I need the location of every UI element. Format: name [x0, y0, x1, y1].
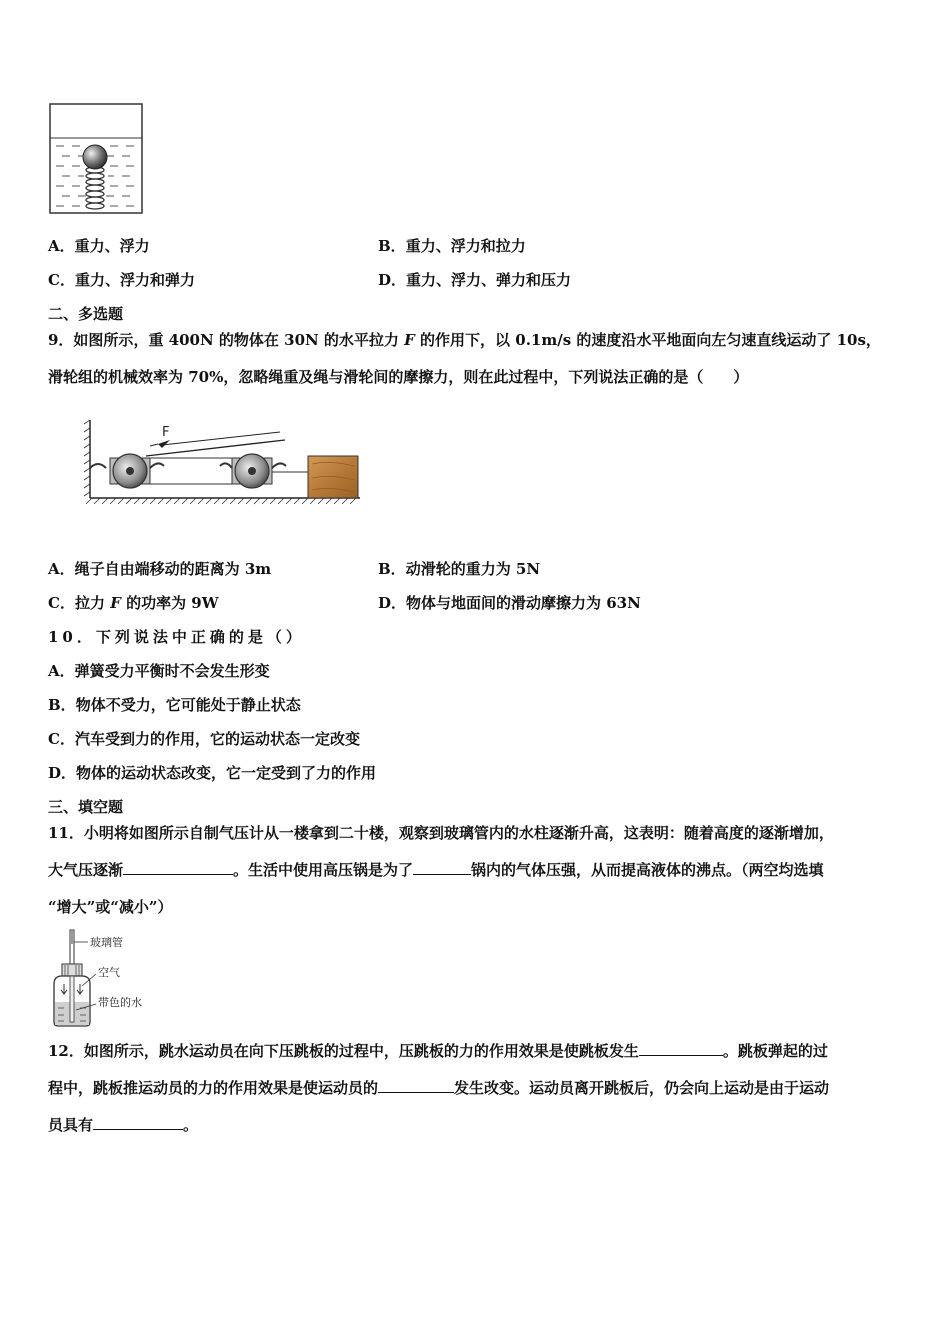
section-title-fill-in-blank: 三、填空题: [48, 798, 124, 816]
q12-blank-2[interactable]: [378, 1078, 454, 1093]
q8-option-b: B．重力、浮力和拉力: [378, 237, 526, 255]
q9-option-b: B．动滑轮的重力为 5N: [378, 560, 541, 578]
ball-on-spring-in-water-figure: [48, 102, 144, 216]
q9-option-a: A．绳子自由端移动的距离为 3m: [48, 560, 272, 578]
force-label-f: F: [162, 425, 170, 440]
barometer-figure: [44, 928, 164, 1028]
q11-stem-line1: 11．小明将如图所示自制气压计从一楼拿到二十楼，观察到玻璃管内的水柱逐渐升高，这表明：随着高度的逐渐增加，: [48, 824, 834, 842]
q10-option-b: B．物体不受力，它可能处于静止状态: [48, 696, 301, 714]
q8-option-a: A．重力、浮力: [48, 237, 150, 255]
q9-option-d: D．物体与地面间的滑动摩擦力为 63N: [378, 594, 641, 612]
label-glass-tube: 玻璃管: [90, 936, 123, 949]
q12-stem-line2: 程中，跳板推运动员的力的作用效果是使运动员的 发生改变。运动员离开跳板后，仍会向上运动是由于运动: [48, 1079, 830, 1097]
q8-option-d: D．重力、浮力、弹力和压力: [378, 271, 572, 289]
q9-stem-line1: 9．如图所示，重 400N 的物体在 30N 的水平拉力 F 的作用下，以 0.1m/s 的速度沿水平地面向左匀速直线运动了 10s，: [48, 331, 881, 349]
q10-option-c: C．汽车受到力的作用，它的运动状态一定改变: [48, 730, 360, 748]
pulley-system-figure: [80, 420, 365, 512]
q11-stem-line3: “增大”或“减小”）: [48, 898, 173, 916]
q11-blank-1[interactable]: [123, 860, 233, 875]
q10-option-d: D．物体的运动状态改变，它一定受到了力的作用: [48, 764, 377, 782]
q8-option-c: C．重力、浮力和弹力: [48, 271, 195, 289]
q9-option-c: C．拉力 F 的功率为 9W: [48, 594, 219, 612]
q11-stem-line2: 大气压逐渐 。生活中使用高压锅是为了 锅内的气体压强，从而提高液体的沸点。（两空均选填: [48, 861, 824, 879]
q9-stem-line2: 滑轮组的机械效率为 70%，忽略绳重及绳与滑轮间的摩擦力，则在此过程中，下列说法正确的是（ ）: [48, 368, 749, 386]
q12-stem-line1: 12．如图所示，跳水运动员在向下压跳板的过程中，压跳板的力的作用效果是使跳板发生 。跳板弹起的过: [48, 1042, 828, 1060]
q9-force-symbol: F: [404, 331, 415, 349]
label-colored-water: 带色的水: [98, 996, 142, 1009]
q10-stem: 10．下列说法中正确的是（）: [48, 628, 305, 646]
q12-blank-3[interactable]: [93, 1115, 183, 1130]
section-title-multiple-choice: 二、多选题: [48, 305, 124, 323]
q10-option-a: A．弹簧受力平衡时不会发生形变: [48, 662, 270, 680]
q11-blank-2[interactable]: [413, 860, 471, 875]
q12-stem-line3: 员具有 。: [48, 1116, 199, 1134]
q12-blank-1[interactable]: [639, 1041, 723, 1056]
label-air: 空气: [98, 966, 120, 979]
